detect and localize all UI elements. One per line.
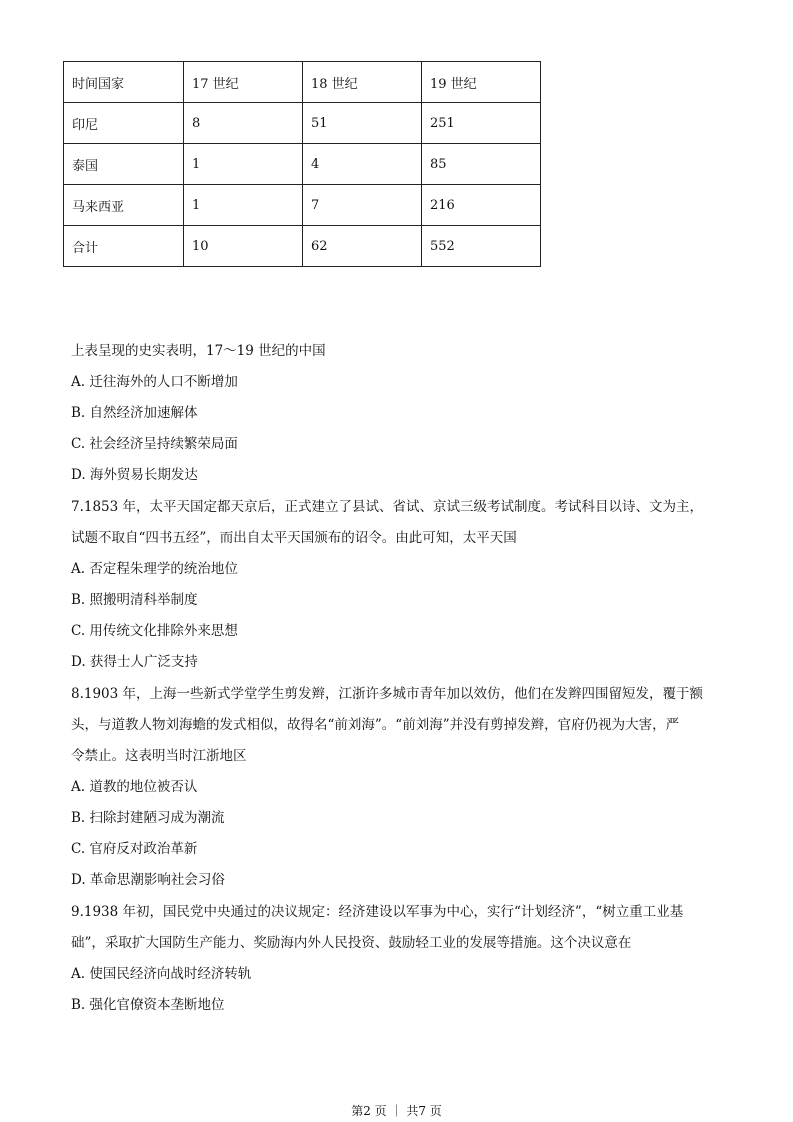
table-header-cell: 19 世纪 xyxy=(422,62,541,103)
table-cell: 1 xyxy=(184,144,303,185)
question-6-option-a: A. 迁往海外的人口不断增加 xyxy=(71,374,238,390)
question-8-option-d: D. 革命思潮影响社会习俗 xyxy=(71,872,225,888)
question-8-stem-line: 头，与道教人物刘海蟾的发式相似，故得名“前刘海”。“前刘海”并没有剪掉发辫，官府仍视为大害，严 xyxy=(71,717,680,733)
table-cell: 85 xyxy=(422,144,541,185)
table-cell: 马来西亚 xyxy=(64,185,184,226)
table-cell: 印尼 xyxy=(64,103,184,144)
question-7-stem-line: 7.1853 年，太平天国定都天京后，正式建立了县试、省试、京试三级考试制度。考试科目以诗、文为主， xyxy=(71,499,704,515)
table-cell: 合计 xyxy=(64,226,184,267)
data-table xyxy=(63,61,541,267)
question-8-option-c: C. 官府反对政治革新 xyxy=(71,841,198,857)
question-6-stem: 上表呈现的史实表明，17～19 世纪的中国 xyxy=(71,343,326,359)
table-cell: 10 xyxy=(184,226,303,267)
table-cell: 216 xyxy=(422,185,541,226)
page-footer: 第2 页 ｜ 共7 页 xyxy=(351,1104,442,1118)
question-9-stem-line: 9.1938 年初，国民党中央通过的决议规定：经济建设以军事为中心，实行“计划经济”，“树立重工业基 xyxy=(71,904,684,920)
question-9-option-a: A. 使国民经济向战时经济转轨 xyxy=(71,966,252,982)
question-7-option-a: A. 否定程朱理学的统治地位 xyxy=(71,561,238,577)
table-row xyxy=(64,226,541,267)
question-6-option-c: C. 社会经济呈持续繁荣局面 xyxy=(71,436,238,452)
question-7-option-d: D. 获得士人广泛支持 xyxy=(71,654,198,670)
question-8-option-b: B. 扫除封建陋习成为潮流 xyxy=(71,810,225,826)
table-header-cell: 18 世纪 xyxy=(303,62,422,103)
question-7-option-c: C. 用传统文化排除外来思想 xyxy=(71,623,238,639)
table-header-row xyxy=(64,62,541,103)
question-9-stem-line: 础”，采取扩大国防生产能力、奖励海内外人民投资、鼓励轻工业的发展等措施。这个决议意在 xyxy=(71,935,632,951)
question-7-option-b: B. 照搬明清科举制度 xyxy=(71,592,198,608)
table-header-cell: 时间国家 xyxy=(64,62,184,103)
table-cell: 泰国 xyxy=(64,144,184,185)
table-header-cell: 17 世纪 xyxy=(184,62,303,103)
table-cell: 4 xyxy=(303,144,422,185)
table-row xyxy=(64,144,541,185)
table-cell: 251 xyxy=(422,103,541,144)
table-cell: 51 xyxy=(303,103,422,144)
table-cell: 8 xyxy=(184,103,303,144)
question-8-stem-line: 令禁止。这表明当时江浙地区 xyxy=(71,748,247,764)
table-row xyxy=(64,185,541,226)
table-row xyxy=(64,103,541,144)
table-cell: 62 xyxy=(303,226,422,267)
table-cell: 552 xyxy=(422,226,541,267)
question-8-stem-line: 8.1903 年，上海一些新式学堂学生剪发辫，江浙许多城市青年加以效仿，他们在发辫四围留短发，覆于额 xyxy=(71,686,704,702)
question-9-option-b: B. 强化官僚资本垄断地位 xyxy=(71,997,225,1013)
question-7-stem-line: 试题不取自“四书五经”，而出自太平天国颁布的诏令。由此可知，太平天国 xyxy=(71,530,517,546)
table-cell: 1 xyxy=(184,185,303,226)
question-8-option-a: A. 道教的地位被否认 xyxy=(71,779,198,795)
table-cell: 7 xyxy=(303,185,422,226)
question-6-option-b: B. 自然经济加速解体 xyxy=(71,405,198,421)
question-6-option-d: D. 海外贸易长期发达 xyxy=(71,467,198,483)
